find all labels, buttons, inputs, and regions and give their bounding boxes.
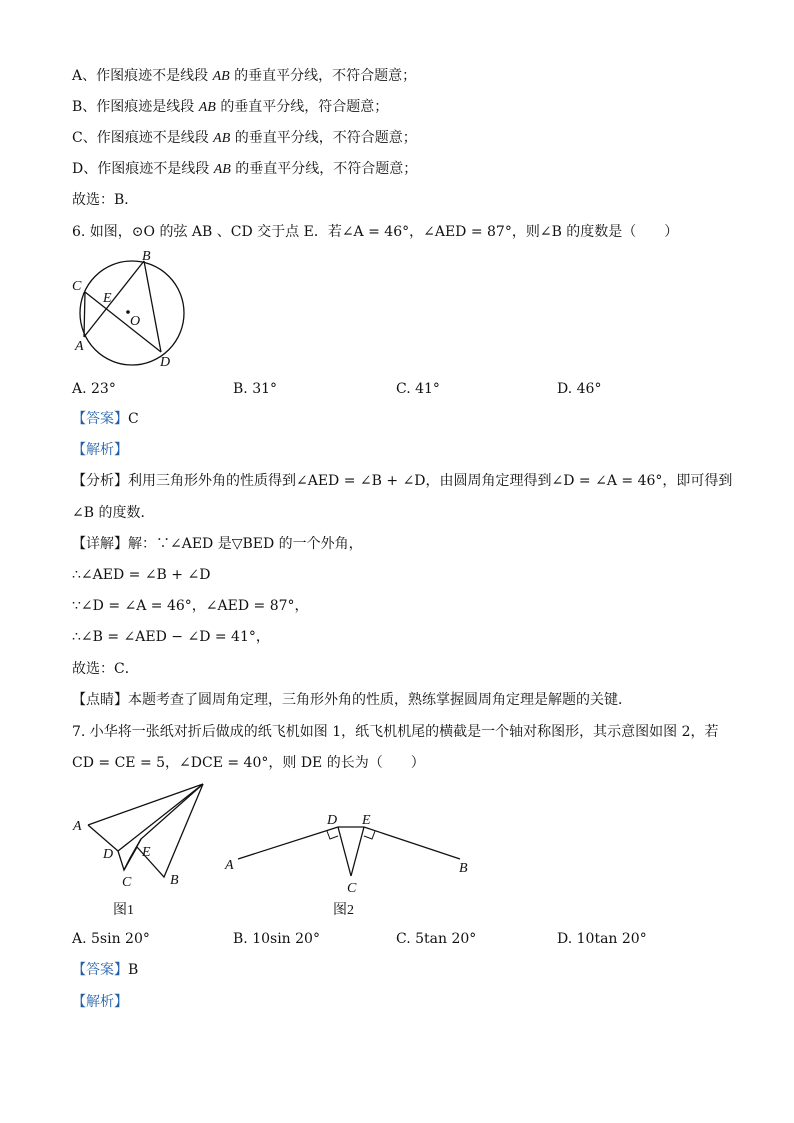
detail-tag: 【详解】: [72, 536, 128, 552]
label-a: A: [73, 819, 82, 834]
plane-left-wing: [88, 784, 203, 851]
solution-option-b: [72, 97, 388, 118]
option-text: 、作图痕迹不是线段: [83, 161, 210, 177]
option-text: 的垂直平分线，不符合题意；: [234, 130, 417, 146]
q6-comment: [72, 690, 632, 710]
option-letter: D: [72, 161, 84, 177]
solution-option-a: [72, 66, 416, 87]
q6-circle-figure: [66, 246, 196, 370]
q6-choice-d[interactable]: D. 46°: [557, 381, 602, 397]
solution-option-d: [72, 159, 417, 180]
q6-fenxi-line-1: [72, 471, 732, 491]
q7-stem-line-2: CD = CE = 5，∠DCE = 40°，则 DE 的长为（ ）: [72, 755, 425, 771]
q7-figure-1-paper-plane: [66, 778, 216, 920]
q6-choice-b[interactable]: B. 31°: [233, 381, 278, 397]
segment-dc: [338, 827, 351, 876]
q6-stem: 6. 如图，⊙O 的弦 AB 、CD 交于点 E．若∠A = 46°，∠AED = 87°，则∠B 的度数是（ ）: [72, 224, 679, 240]
segment-ad: [238, 827, 338, 859]
segment-ab: AB: [212, 69, 230, 84]
q7-choice-d[interactable]: D. 10tan 20°: [557, 931, 647, 947]
q7-stem-line-1: 7. 小华将一张纸对折后做成的纸飞机如图 1，纸飞机机尾的横截是一个轴对称图形，其示意图如图 2，若: [72, 724, 719, 740]
solution-answer-line: 故选：B．: [72, 192, 139, 208]
answer-value: C: [128, 411, 139, 427]
label-o: O: [130, 314, 141, 329]
label-c: C: [72, 279, 82, 294]
label-b: B: [170, 873, 179, 888]
segment-ec: [351, 827, 364, 876]
analysis-tag: 【解析】: [72, 994, 128, 1010]
label-c: C: [347, 881, 357, 896]
figure-1-caption: 图1: [113, 903, 134, 918]
solution-option-c: [72, 128, 417, 149]
q6-detail-line-1: [72, 534, 363, 554]
segment-ab: AB: [213, 131, 231, 146]
segment-ab: AB: [198, 100, 216, 115]
segment-ab: AB: [213, 162, 231, 177]
comment-tag: 【点睛】: [72, 692, 128, 708]
option-text: 、作图痕迹不是线段: [82, 68, 209, 84]
option-text: 、作图痕迹是线段: [82, 99, 195, 115]
label-d: D: [103, 847, 114, 862]
comment-text: 本题考查了圆周角定理，三角形外角的性质，熟练掌握圆周角定理是解题的关键．: [128, 692, 632, 708]
q7-answer: [72, 960, 138, 980]
q6-choice-a[interactable]: A. 23°: [72, 381, 116, 397]
q6-answer: [72, 409, 139, 429]
figure-2-caption: 图2: [333, 903, 354, 918]
fenxi-text: 利用三角形外角的性质得到∠AED = ∠B + ∠D，由圆周角定理得到∠D = ∠A = 46°，即可得到: [128, 473, 733, 489]
option-text: 、作图痕迹不是线段: [82, 130, 209, 146]
q7-analysis-heading: [72, 992, 128, 1012]
segment-bd: [144, 261, 161, 352]
detail-text: 解：∵∠AED 是▽BED 的一个外角，: [128, 536, 363, 552]
segment-eb: [364, 827, 460, 859]
segment-ca: [84, 292, 85, 337]
label-b: B: [142, 249, 151, 264]
q6-choice-c[interactable]: C. 41°: [396, 381, 440, 397]
label-c: C: [122, 875, 132, 890]
option-text: 的垂直平分线，不符合题意；: [234, 68, 417, 84]
q7-choice-c[interactable]: C. 5tan 20°: [396, 931, 477, 947]
label-e: E: [142, 845, 151, 860]
q6-detail-line-3: ∵∠D = ∠A = 46°，∠AED = 87°，: [72, 598, 309, 614]
plane-right-wing: [137, 784, 203, 877]
option-letter: B: [72, 99, 83, 115]
q7-choice-b[interactable]: B. 10sin 20°: [233, 931, 320, 947]
right-angle-mark-d: [327, 831, 338, 839]
label-a: A: [75, 339, 84, 354]
label-b: B: [459, 861, 468, 876]
q6-detail-line-5: 故选：C．: [72, 661, 139, 677]
q6-analysis-heading: [72, 440, 128, 460]
fenxi-tag: 【分析】: [72, 473, 128, 489]
q6-detail-line-4: ∴∠B = ∠AED − ∠D = 41°，: [72, 629, 270, 645]
analysis-tag: 【解析】: [72, 442, 128, 458]
q7-choice-a[interactable]: A. 5sin 20°: [72, 931, 150, 947]
label-d: D: [327, 813, 338, 828]
option-text: 的垂直平分线，不符合题意；: [235, 161, 418, 177]
option-text: 的垂直平分线，符合题意；: [220, 99, 389, 115]
option-letter: C: [72, 130, 83, 146]
label-e: E: [103, 291, 112, 306]
answer-tag: 【答案】: [72, 962, 128, 978]
right-angle-mark-e: [364, 831, 375, 839]
answer-value: B: [128, 962, 139, 978]
label-d: D: [160, 355, 171, 370]
label-e: E: [362, 813, 371, 828]
q6-detail-line-2: ∴∠AED = ∠B + ∠D: [72, 567, 211, 583]
option-letter: A: [72, 68, 83, 84]
q7-figure-2-cross-section: [220, 806, 480, 920]
answer-tag: 【答案】: [72, 411, 128, 427]
label-a: A: [225, 858, 234, 873]
q6-fenxi-line-2: ∠B 的度数．: [72, 505, 155, 521]
